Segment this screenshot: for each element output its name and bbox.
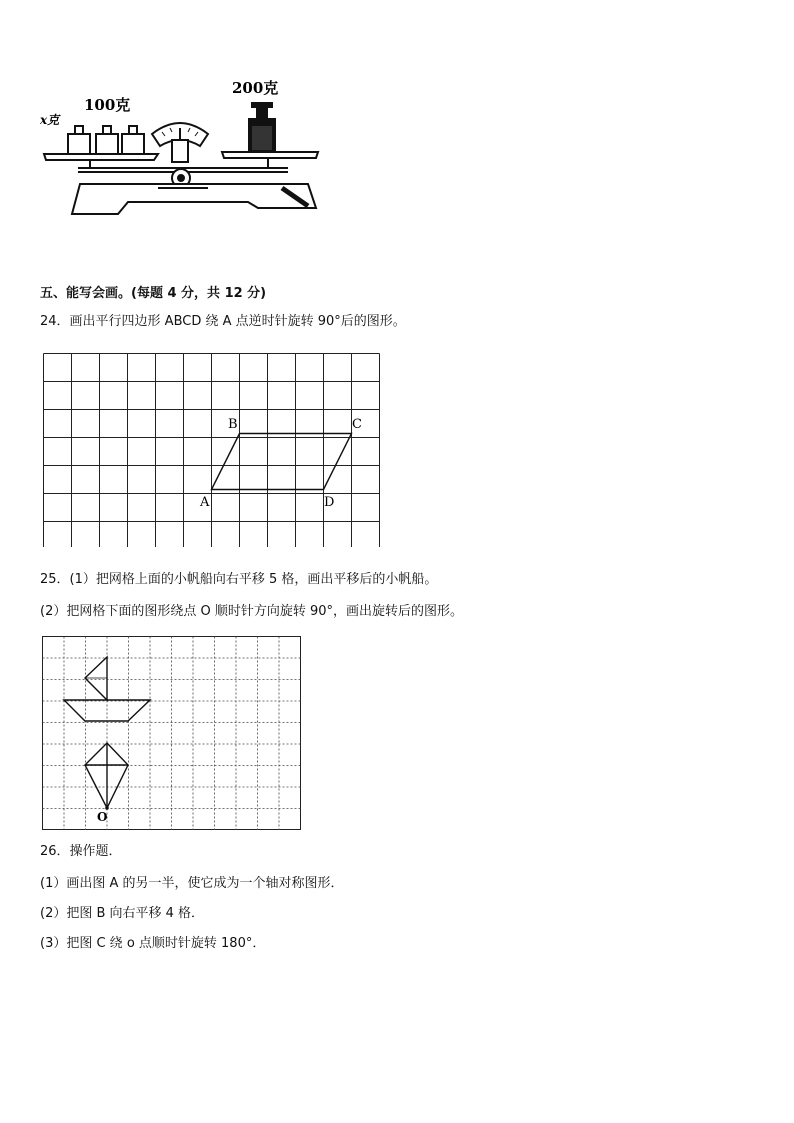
balance-scale-figure	[38, 76, 328, 221]
weight-100g-label: 100克	[84, 96, 131, 114]
q26-title: 26．操作题．	[40, 844, 122, 859]
q26-item-1: (1）画出图 A 的另一半，使它成为一个轴对称图形．	[40, 876, 344, 891]
kite-shape	[85, 743, 128, 808]
parallelogram-abcd	[212, 434, 352, 490]
left-weights	[68, 126, 144, 154]
vertex-a-label: A	[200, 495, 210, 510]
vertex-c-label: C	[352, 417, 362, 432]
vertex-d-label: D	[324, 495, 335, 510]
section-5-heading: 五、能写会画。(每题 4 分，共 12 分)	[40, 286, 267, 301]
balance-base	[72, 184, 316, 214]
vertex-b-label: B	[228, 417, 238, 432]
sailboat-shape	[64, 657, 150, 721]
q25-line-2: (2）把网格下面的图形绕点 O 顺时针方向旋转 90°，画出旋转后的图形。	[40, 604, 464, 619]
right-weight	[248, 102, 276, 154]
q25-grid	[43, 637, 301, 831]
point-o-label: O	[97, 810, 108, 824]
x-gram-label: x克	[40, 113, 60, 127]
q24-text: 24．画出平行四边形 ABCD 绕 A 点逆时针旋转 90°后的图形。	[40, 314, 406, 329]
weight-200g-label: 200克	[232, 79, 279, 97]
balance-dial	[152, 123, 208, 162]
q26-item-2: (2）把图 B 向右平移 4 格．	[40, 906, 205, 921]
q25-line-1: 25．(1）把网格上面的小帆船向右平移 5 格，画出平移后的小帆船。	[40, 572, 438, 587]
q26-item-3: (3）把图 C 绕 o 点顺时针旋转 180°．	[40, 936, 266, 951]
q24-grid	[44, 354, 380, 548]
q24-grid-figure	[42, 351, 382, 547]
q25-grid-figure	[40, 634, 304, 834]
